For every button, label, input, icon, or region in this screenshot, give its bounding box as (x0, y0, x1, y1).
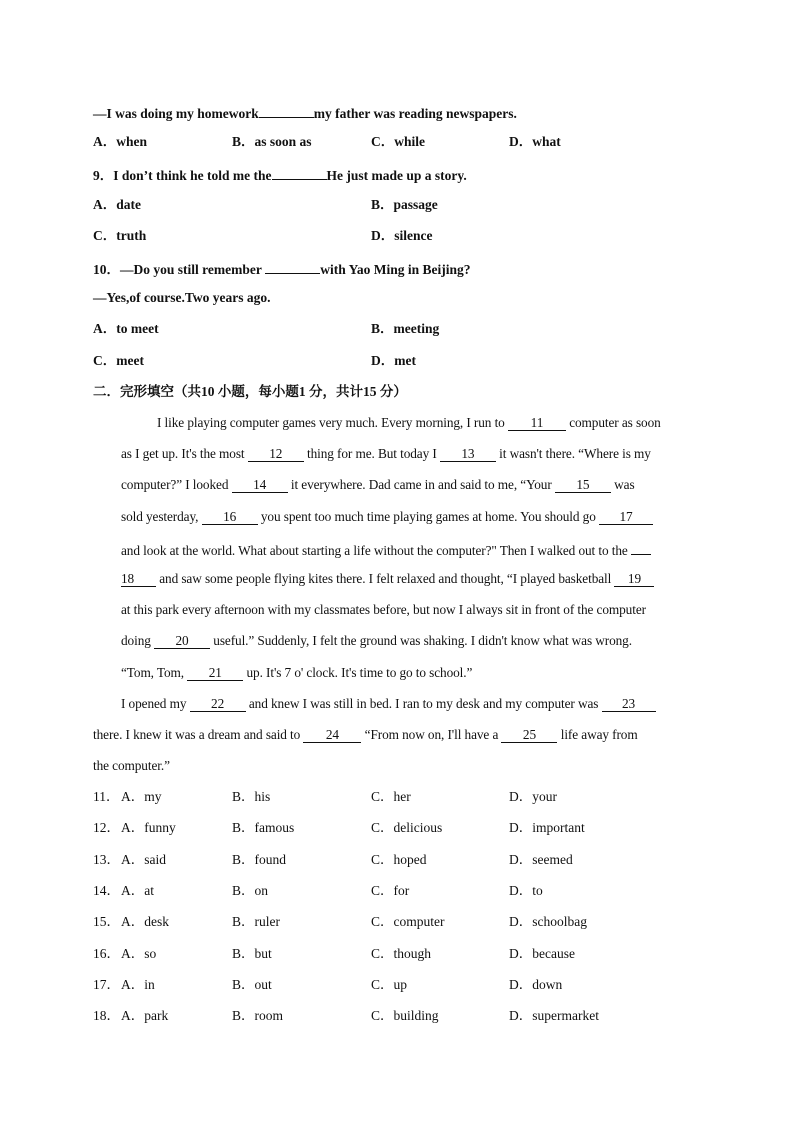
blank-24: 24 (303, 727, 361, 743)
blank-15: 15 (555, 477, 611, 493)
passage-text: up. It's 7 o' clock. It's time to go to school.” (246, 665, 473, 680)
q10-stem (93, 258, 471, 279)
passage-text: “Tom, Tom, (121, 665, 185, 680)
answer-option: D．supermarket (509, 1008, 599, 1024)
passage-line-9 (121, 664, 472, 682)
answer-option: A．funny (121, 820, 176, 836)
answer-option: B．on (232, 882, 269, 898)
q9-stem-b: He just made up a story. (326, 168, 467, 183)
q9-option-d: D．silence (371, 228, 433, 243)
answer-option: A．so (121, 945, 157, 961)
q9-stem (93, 164, 467, 185)
passage-text: and look at the world. What about starting a life without the computer?" Then I walked out to the (121, 543, 628, 558)
q8-stem (93, 102, 517, 123)
passage-text: computer as soon (569, 415, 661, 430)
answer-option: D．schoolbag (509, 914, 587, 930)
passage-line-11 (93, 726, 638, 744)
q10-reply: —Yes,of course.Two years ago. (93, 290, 271, 305)
q10-option-c: C．meet (93, 353, 144, 368)
answer-option: A．my (121, 789, 162, 804)
blank-23: 23 (602, 696, 656, 712)
question-number: 11． (93, 789, 120, 804)
q8-option-a: A．when (93, 134, 148, 149)
blank-19: 19 (614, 571, 654, 587)
answer-option: B．out (232, 976, 272, 992)
answer-option: C．up (371, 976, 408, 992)
answer-option: C．though (371, 945, 432, 961)
answer-option: B．found (232, 851, 286, 867)
question-number: 17． (93, 976, 120, 992)
passage-text: and saw some people flying kites there. I felt relaxed and thought, “I played basketball (159, 571, 612, 586)
blank-25: 25 (501, 727, 557, 743)
q9-option-c: C．truth (93, 228, 147, 243)
passage-text: it everywhere. Dad came in and said to me, “Your (290, 477, 552, 492)
blank-22: 22 (190, 696, 246, 712)
passage-line-8 (121, 632, 632, 650)
question-number: 14． (93, 882, 120, 898)
answer-option: B．his (232, 789, 271, 804)
answer-option: C．computer (371, 914, 445, 930)
answer-option: B．room (232, 1008, 284, 1024)
answer-option: B．ruler (232, 914, 280, 930)
passage-line-6 (121, 570, 654, 588)
passage-line-7: at this park every afternoon with my classmates before, but now I always sit in front of the computer (121, 602, 646, 617)
passage-line-2 (121, 445, 651, 463)
passage-text: I like playing computer games very much. Every morning, I run to (157, 415, 505, 430)
q8-stem-b: my father was reading newspapers. (313, 106, 517, 121)
answer-option: C．delicious (371, 820, 443, 836)
q10-option-b: B．meeting (371, 321, 440, 336)
q9-stem-a: 9．I don’t think he told me the (93, 168, 272, 183)
q9-option-a: A．date (93, 197, 141, 212)
passage-line-1 (157, 414, 661, 432)
passage-line-10 (121, 695, 656, 713)
blank-20: 20 (154, 633, 210, 649)
question-number: 18． (93, 1008, 120, 1024)
answer-option: A．park (121, 1008, 169, 1024)
passage-line-3 (121, 476, 635, 494)
passage-text: you spent too much time playing games at home. You should go (260, 509, 596, 524)
blank-11: 11 (508, 415, 566, 431)
blank-12: 12 (248, 446, 304, 462)
q10-stem-b: with Yao Ming in Beijing? (320, 262, 471, 277)
answer-option: D．your (509, 789, 557, 804)
answer-option: D．seemed (509, 851, 573, 867)
blank-17: 17 (599, 509, 653, 525)
answer-option: C．her (371, 789, 411, 804)
answer-option: C．hoped (371, 851, 427, 867)
answer-option: A．in (121, 976, 155, 992)
answer-option: B．but (232, 945, 272, 961)
section-title: 二．完形填空（共10 小题，每小题1 分，共计15 分） (93, 384, 407, 399)
answer-option: D．down (509, 976, 563, 992)
passage-line-12: the computer.” (93, 758, 170, 773)
blank-18: 18 (121, 571, 156, 587)
passage-line-5 (121, 539, 651, 560)
q8-stem-a: —I was doing my homework (93, 106, 259, 121)
passage-text: sold yesterday, (121, 509, 199, 524)
answer-option: A．desk (121, 914, 169, 930)
question-number: 12． (93, 820, 120, 836)
passage-text: computer?” I looked (121, 477, 229, 492)
passage-text: doing (121, 633, 151, 648)
passage-text: it wasn't there. “Where is my (499, 446, 651, 461)
blank-13: 13 (440, 446, 496, 462)
q8-option-d: D．what (509, 134, 561, 149)
q8-option-b: B．as soon as (232, 134, 312, 149)
passage-text: and knew I was still in bed. I ran to my desk and my computer was (248, 696, 599, 711)
passage-text: useful.” Suddenly, I felt the ground was shaking. I didn't know what was wrong. (213, 633, 632, 648)
passage-text: as I get up. It's the most (121, 446, 245, 461)
q10-option-d: D．met (371, 353, 416, 368)
answer-option: A．at (121, 882, 154, 898)
answer-option: A．said (121, 851, 166, 867)
answer-option: D．important (509, 820, 585, 836)
passage-text: thing for me. But today I (306, 446, 437, 461)
q8-option-c: C．while (371, 134, 425, 149)
blank-14: 14 (232, 477, 288, 493)
q8-blank (259, 102, 314, 118)
answer-option: D．because (509, 945, 575, 961)
question-number: 13． (93, 851, 120, 867)
question-number: 15． (93, 914, 120, 930)
blank-16: 16 (202, 509, 258, 525)
question-number: 16． (93, 945, 120, 961)
passage-text: life away from (560, 727, 638, 742)
passage-text: was (614, 477, 635, 492)
q10-stem-a: 10．—Do you still remember (93, 262, 262, 277)
answer-option: B．famous (232, 820, 295, 836)
passage-text: there. I knew it was a dream and said to (93, 727, 301, 742)
q9-blank (272, 164, 327, 180)
passage-text: I opened my (121, 696, 187, 711)
passage-text: “From now on, I'll have a (364, 727, 499, 742)
q10-option-a: A．to meet (93, 321, 159, 336)
blank-21: 21 (187, 665, 243, 681)
q9-option-b: B．passage (371, 197, 438, 212)
passage-line-4 (121, 508, 653, 526)
q10-blank (265, 258, 320, 274)
blank-18-start (631, 539, 651, 555)
answer-option: D．to (509, 882, 543, 898)
answer-option: C．building (371, 1008, 439, 1024)
answer-option: C．for (371, 882, 410, 898)
